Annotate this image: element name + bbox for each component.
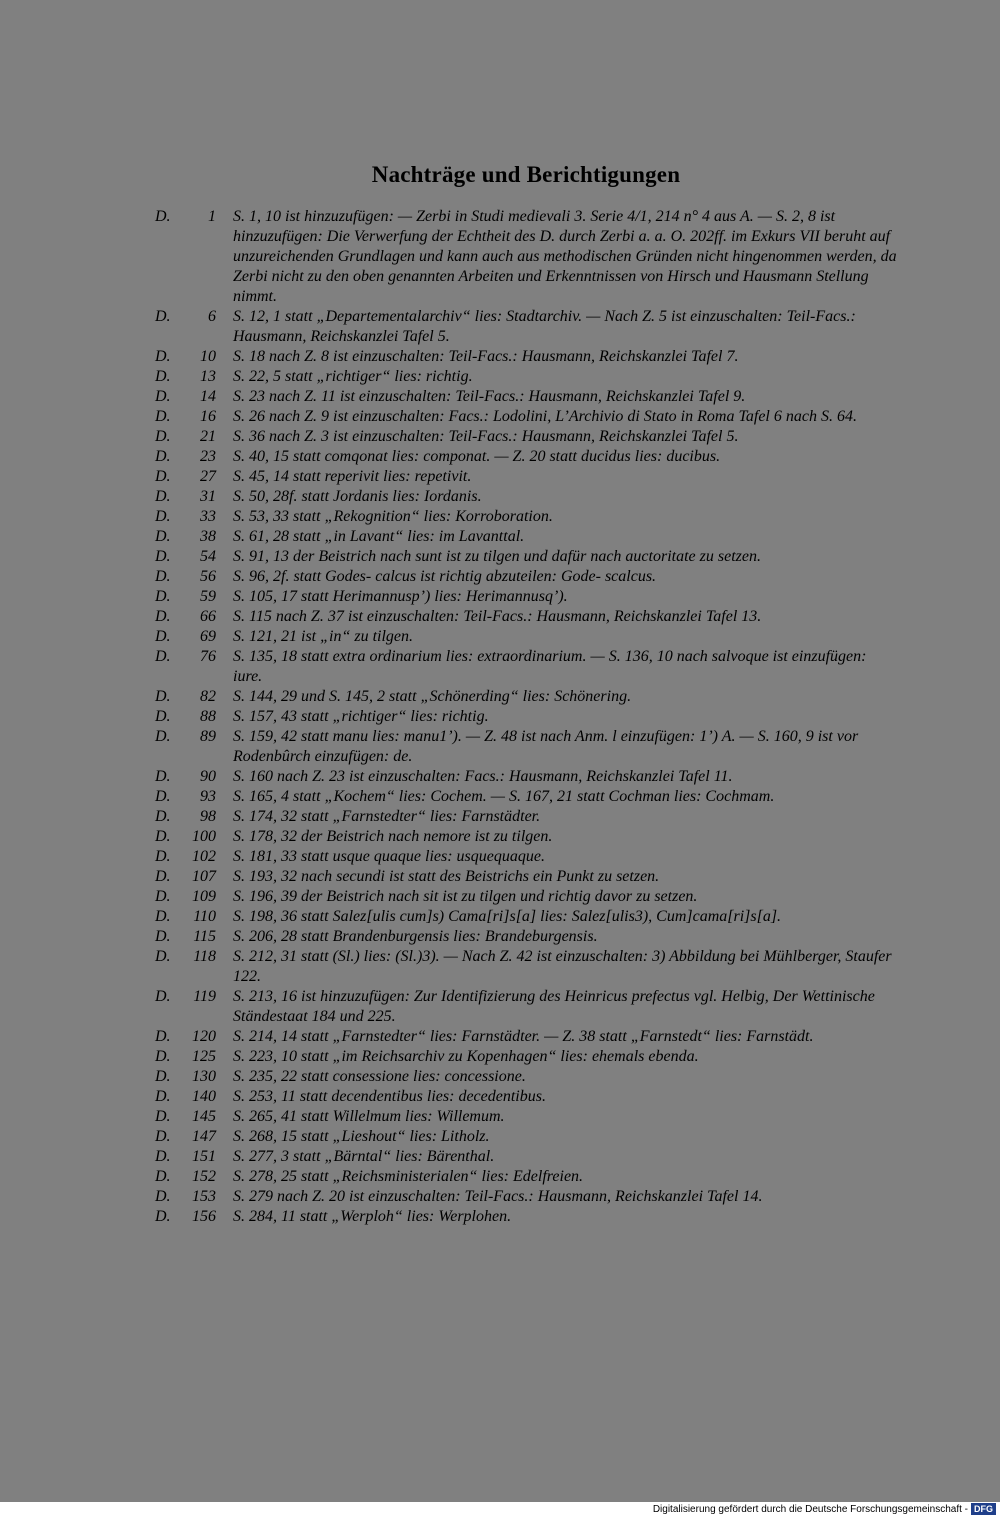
entry-diploma-label: D.	[155, 828, 171, 845]
entry-diploma-label: D.	[155, 1088, 171, 1105]
correction-entry	[0, 647, 898, 687]
entry-diploma-number: 59	[200, 588, 216, 605]
entry-diploma-label: D.	[155, 1148, 171, 1165]
entry-text: S. 178, 32 der Beistrich nach nemore ist zu tilgen.	[233, 828, 553, 845]
correction-entry	[0, 507, 898, 527]
corrections-list	[0, 207, 1000, 1227]
entry-diploma-number: 66	[200, 608, 216, 625]
entry-diploma-number: 140	[192, 1088, 216, 1105]
entry-diploma-label: D.	[155, 1068, 171, 1085]
entry-text: S. 198, 36 statt Salez[ulis cum]s) Cama[ri]s[a] lies: Salez[ulis3), Cum]cama[ri]s[a].	[233, 908, 782, 925]
entry-diploma-label: D.	[155, 1108, 171, 1125]
entry-text: S. 268, 15 statt „Lieshout“ lies: Litholz.	[233, 1128, 490, 1145]
correction-entry	[0, 927, 898, 947]
correction-entry	[0, 627, 898, 647]
entry-diploma-number: 107	[192, 868, 216, 885]
entry-diploma-number: 156	[192, 1208, 216, 1225]
entry-diploma-label: D.	[155, 808, 171, 825]
entry-text: S. 214, 14 statt „Farnstedter“ lies: Farnstädter. — Z. 38 statt „Farnstedt“ lies: Farnstädt.	[233, 1028, 814, 1045]
entry-diploma-label: D.	[155, 628, 171, 645]
entry-diploma-number: 31	[200, 488, 216, 505]
correction-entry	[0, 207, 898, 307]
correction-entry	[0, 1107, 898, 1127]
entry-diploma-label: D.	[155, 428, 171, 445]
correction-entry	[0, 347, 898, 367]
entry-diploma-label: D.	[155, 948, 171, 965]
entry-diploma-number: 115	[193, 928, 216, 945]
entry-diploma-number: 153	[192, 1188, 216, 1205]
entry-text: S. 193, 32 nach secundi ist statt des Beistrichs ein Punkt zu setzen.	[233, 868, 660, 885]
entry-diploma-number: 130	[192, 1068, 216, 1085]
entry-diploma-label: D.	[155, 768, 171, 785]
entry-text: S. 22, 5 statt „richtiger“ lies: richtig.	[233, 368, 473, 385]
entry-text: S. 174, 32 statt „Farnstedter“ lies: Farnstädter.	[233, 808, 541, 825]
correction-entry	[0, 1087, 898, 1107]
entry-diploma-label: D.	[155, 1048, 171, 1065]
entry-diploma-label: D.	[155, 348, 171, 365]
entry-diploma-number: 23	[200, 448, 216, 465]
entry-diploma-label: D.	[155, 708, 171, 725]
entry-diploma-label: D.	[155, 508, 171, 525]
entry-text: S. 12, 1 statt „Departementalarchiv“ lies: Stadtarchiv. — Nach Z. 5 ist einzuschalten: Teil-Facs.: Hausmann, Reichskanzlei Tafel 5.	[233, 308, 856, 345]
entry-diploma-number: 13	[200, 368, 216, 385]
correction-entry	[0, 1127, 898, 1147]
entry-text: S. 196, 39 der Beistrich nach sit ist zu tilgen und richtig davor zu setzen.	[233, 888, 698, 905]
entry-text: S. 45, 14 statt reperivit lies: repetivit.	[233, 468, 472, 485]
entry-diploma-number: 89	[200, 728, 216, 745]
correction-entry	[0, 367, 898, 387]
entry-text: S. 115 nach Z. 37 ist einzuschalten: Teil-Facs.: Hausmann, Reichskanzlei Tafel 13.	[233, 608, 762, 625]
footer-text: Digitalisierung gefördert durch die Deutsche Forschungsgemeinschaft -	[652, 1504, 968, 1515]
entry-text: S. 253, 11 statt decendentibus lies: decedentibus.	[233, 1088, 546, 1105]
entry-diploma-number: 110	[193, 908, 216, 925]
entry-diploma-label: D.	[155, 1188, 171, 1205]
entry-diploma-number: 54	[200, 548, 216, 565]
entry-text: S. 61, 28 statt „in Lavant“ lies: im Lavanttal.	[233, 528, 525, 545]
correction-entry	[0, 907, 898, 927]
entry-text: S. 36 nach Z. 3 ist einzuschalten: Teil-Facs.: Hausmann, Reichskanzlei Tafel 5.	[233, 428, 739, 445]
entry-diploma-number: 14	[200, 388, 216, 405]
correction-entry	[0, 447, 898, 467]
entry-diploma-number: 109	[192, 888, 216, 905]
entry-text: S. 53, 33 statt „Rekognition“ lies: Korroboration.	[233, 508, 553, 525]
entry-diploma-number: 93	[200, 788, 216, 805]
correction-entry	[0, 1147, 898, 1167]
entry-diploma-label: D.	[155, 408, 171, 425]
entry-text: S. 96, 2f. statt Godes- calcus ist richtig abzuteilen: Gode- scalcus.	[233, 568, 657, 585]
entry-diploma-number: 21	[200, 428, 216, 445]
entry-text: S. 91, 13 der Beistrich nach sunt ist zu tilgen und dafür nach auctoritate zu setzen.	[233, 548, 761, 565]
correction-entry	[0, 1067, 898, 1087]
correction-entry	[0, 767, 898, 787]
entry-diploma-number: 152	[192, 1168, 216, 1185]
entry-diploma-label: D.	[155, 908, 171, 925]
entry-text: S. 23 nach Z. 11 ist einzuschalten: Teil-Facs.: Hausmann, Reichskanzlei Tafel 9.	[233, 388, 746, 405]
entry-text: S. 165, 4 statt „Kochem“ lies: Cochem. — S. 167, 21 statt Cochman lies: Cochmam.	[233, 788, 775, 805]
entry-text: S. 135, 18 statt extra ordinarium lies: extraordinarium. — S. 136, 10 nach salvoque ist einzufügen: iure.	[233, 648, 867, 685]
entry-diploma-label: D.	[155, 848, 171, 865]
correction-entry	[0, 827, 898, 847]
correction-entry	[0, 1047, 898, 1067]
entry-diploma-label: D.	[155, 868, 171, 885]
entry-diploma-number: 76	[200, 648, 216, 665]
correction-entry	[0, 1207, 898, 1227]
entry-text: S. 279 nach Z. 20 ist einzuschalten: Teil-Facs.: Hausmann, Reichskanzlei Tafel 14.	[233, 1188, 763, 1205]
entry-text: S. 223, 10 statt „im Reichsarchiv zu Kopenhagen“ lies: ehemals ebenda.	[233, 1048, 699, 1065]
entry-diploma-label: D.	[155, 388, 171, 405]
entry-text: S. 235, 22 statt consessione lies: concessione.	[233, 1068, 526, 1085]
entry-diploma-number: 125	[192, 1048, 216, 1065]
entry-diploma-number: 102	[192, 848, 216, 865]
entry-diploma-number: 10	[200, 348, 216, 365]
page-title: Nachträge und Berichtigungen	[371, 162, 681, 187]
correction-entry	[0, 987, 898, 1027]
entry-diploma-label: D.	[155, 888, 171, 905]
entry-diploma-number: 6	[208, 308, 216, 325]
correction-entry	[0, 1187, 898, 1207]
correction-entry	[0, 607, 898, 627]
entry-diploma-number: 1	[208, 208, 216, 225]
entry-diploma-number: 119	[193, 988, 216, 1005]
entry-diploma-label: D.	[155, 988, 171, 1005]
entry-diploma-label: D.	[155, 548, 171, 565]
entry-diploma-number: 98	[200, 808, 216, 825]
entry-diploma-number: 151	[192, 1148, 216, 1165]
entry-diploma-label: D.	[155, 448, 171, 465]
entry-text: S. 212, 31 statt (Sl.) lies: (Sl.)3). — Nach Z. 42 ist einzuschalten: 3) Abbildung bei Mühlberger, Staufer 122.	[233, 948, 892, 985]
correction-entry	[0, 727, 898, 767]
entry-diploma-label: D.	[155, 648, 171, 665]
correction-entry	[0, 547, 898, 567]
entry-diploma-label: D.	[155, 208, 171, 225]
entry-text: S. 278, 25 statt „Reichsministerialen“ lies: Edelfreien.	[233, 1168, 584, 1185]
entry-text: S. 160 nach Z. 23 ist einzuschalten: Facs.: Hausmann, Reichskanzlei Tafel 11.	[233, 768, 733, 785]
correction-entry	[0, 847, 898, 867]
entry-diploma-label: D.	[155, 1168, 171, 1185]
entry-text: S. 40, 15 statt comqonat lies: componat. — Z. 20 statt ducidus lies: ducibus.	[233, 448, 721, 465]
correction-entry	[0, 307, 898, 347]
entry-diploma-label: D.	[155, 528, 171, 545]
entry-text: S. 206, 28 statt Brandenburgensis lies: Brandeburgensis.	[233, 928, 598, 945]
entry-diploma-label: D.	[155, 728, 171, 745]
entry-diploma-number: 90	[200, 768, 216, 785]
entry-text: S. 277, 3 statt „Bärntal“ lies: Bärenthal.	[233, 1148, 495, 1165]
entry-diploma-label: D.	[155, 488, 171, 505]
correction-entry	[0, 1027, 898, 1047]
entry-text: S. 213, 16 ist hinzuzufügen: Zur Identifizierung des Heinricus prefectus vgl. Helbig, Der Wettinische Ständestaat 184 und 225.	[233, 988, 875, 1025]
entry-text: S. 121, 21 ist „in“ zu tilgen.	[233, 628, 414, 645]
entry-text: S. 1, 10 ist hinzuzufügen: — Zerbi in Studi medievali 3. Serie 4/1, 214 n° 4 aus A. — S. 2, 8 ist hinzuzufügen: Die Verwerfung der Echtheit des D. durch Zerbi a. a. O. 202ff. im Exkurs VII beruht auf unzureichenden Grundlagen und kann auch aus methodischen Gründen nicht hingenommen werden, da Zerbi nicht zu den oben genannten Arbeiten und Erkenntnissen von Hirsch und Hausmann Stellung nimmt.	[233, 208, 897, 305]
footer	[0, 1502, 996, 1518]
entry-diploma-label: D.	[155, 568, 171, 585]
entry-text: S. 18 nach Z. 8 ist einzuschalten: Teil-Facs.: Hausmann, Reichskanzlei Tafel 7.	[233, 348, 739, 365]
entry-diploma-label: D.	[155, 468, 171, 485]
entry-diploma-number: 118	[193, 948, 216, 965]
entry-diploma-label: D.	[155, 688, 171, 705]
entry-diploma-label: D.	[155, 608, 171, 625]
entry-text: S. 284, 11 statt „Werploh“ lies: Werplohen.	[233, 1208, 512, 1225]
correction-entry	[0, 407, 898, 427]
entry-diploma-label: D.	[155, 1028, 171, 1045]
entry-diploma-label: D.	[155, 1128, 171, 1145]
entry-diploma-label: D.	[155, 368, 171, 385]
entry-diploma-label: D.	[155, 1208, 171, 1225]
entry-diploma-number: 88	[200, 708, 216, 725]
correction-entry	[0, 387, 898, 407]
entry-diploma-number: 38	[200, 528, 216, 545]
entry-text: S. 50, 28f. statt Jordanis lies: Iordanis.	[233, 488, 482, 505]
entry-diploma-number: 69	[200, 628, 216, 645]
correction-entry	[0, 947, 898, 987]
correction-entry	[0, 587, 898, 607]
correction-entry	[0, 807, 898, 827]
entry-diploma-number: 16	[200, 408, 216, 425]
entry-diploma-number: 82	[200, 688, 216, 705]
correction-entry	[0, 487, 898, 507]
entry-diploma-number: 27	[200, 468, 216, 485]
entry-diploma-number: 56	[200, 568, 216, 585]
correction-entry	[0, 687, 898, 707]
entry-text: S. 105, 17 statt Herimannusp’) lies: Herimannusq’).	[233, 588, 568, 605]
correction-entry	[0, 527, 898, 547]
entry-diploma-label: D.	[155, 308, 171, 325]
entry-text: S. 181, 33 statt usque quaque lies: usquequaque.	[233, 848, 545, 865]
entry-diploma-number: 33	[200, 508, 216, 525]
entry-diploma-number: 100	[192, 828, 216, 845]
correction-entry	[0, 867, 898, 887]
entry-diploma-label: D.	[155, 788, 171, 805]
correction-entry	[0, 707, 898, 727]
entry-text: S. 157, 43 statt „richtiger“ lies: richtig.	[233, 708, 489, 725]
correction-entry	[0, 1167, 898, 1187]
correction-entry	[0, 567, 898, 587]
correction-entry	[0, 467, 898, 487]
dfg-logo: DFG	[971, 1503, 996, 1515]
entry-text: S. 144, 29 und S. 145, 2 statt „Schönerding“ lies: Schönering.	[233, 688, 632, 705]
entry-text: S. 265, 41 statt Willelmum lies: Willemum.	[233, 1108, 505, 1125]
entry-diploma-number: 120	[192, 1028, 216, 1045]
correction-entry	[0, 787, 898, 807]
entry-diploma-label: D.	[155, 588, 171, 605]
correction-entry	[0, 427, 898, 447]
entry-diploma-label: D.	[155, 928, 171, 945]
entry-text: S. 159, 42 statt manu lies: manu1’). — Z. 48 ist nach Anm. l einzufügen: 1’) A. — S. 160, 9 ist vor Rodenbûrch einzufügen: de.	[233, 728, 859, 765]
entry-diploma-number: 147	[192, 1128, 216, 1145]
entry-text: S. 26 nach Z. 9 ist einzuschalten: Facs.: Lodolini, L’Archivio di Stato in Roma Tafel 6 nach S. 64.	[233, 408, 857, 425]
correction-entry	[0, 887, 898, 907]
entry-diploma-number: 145	[192, 1108, 216, 1125]
